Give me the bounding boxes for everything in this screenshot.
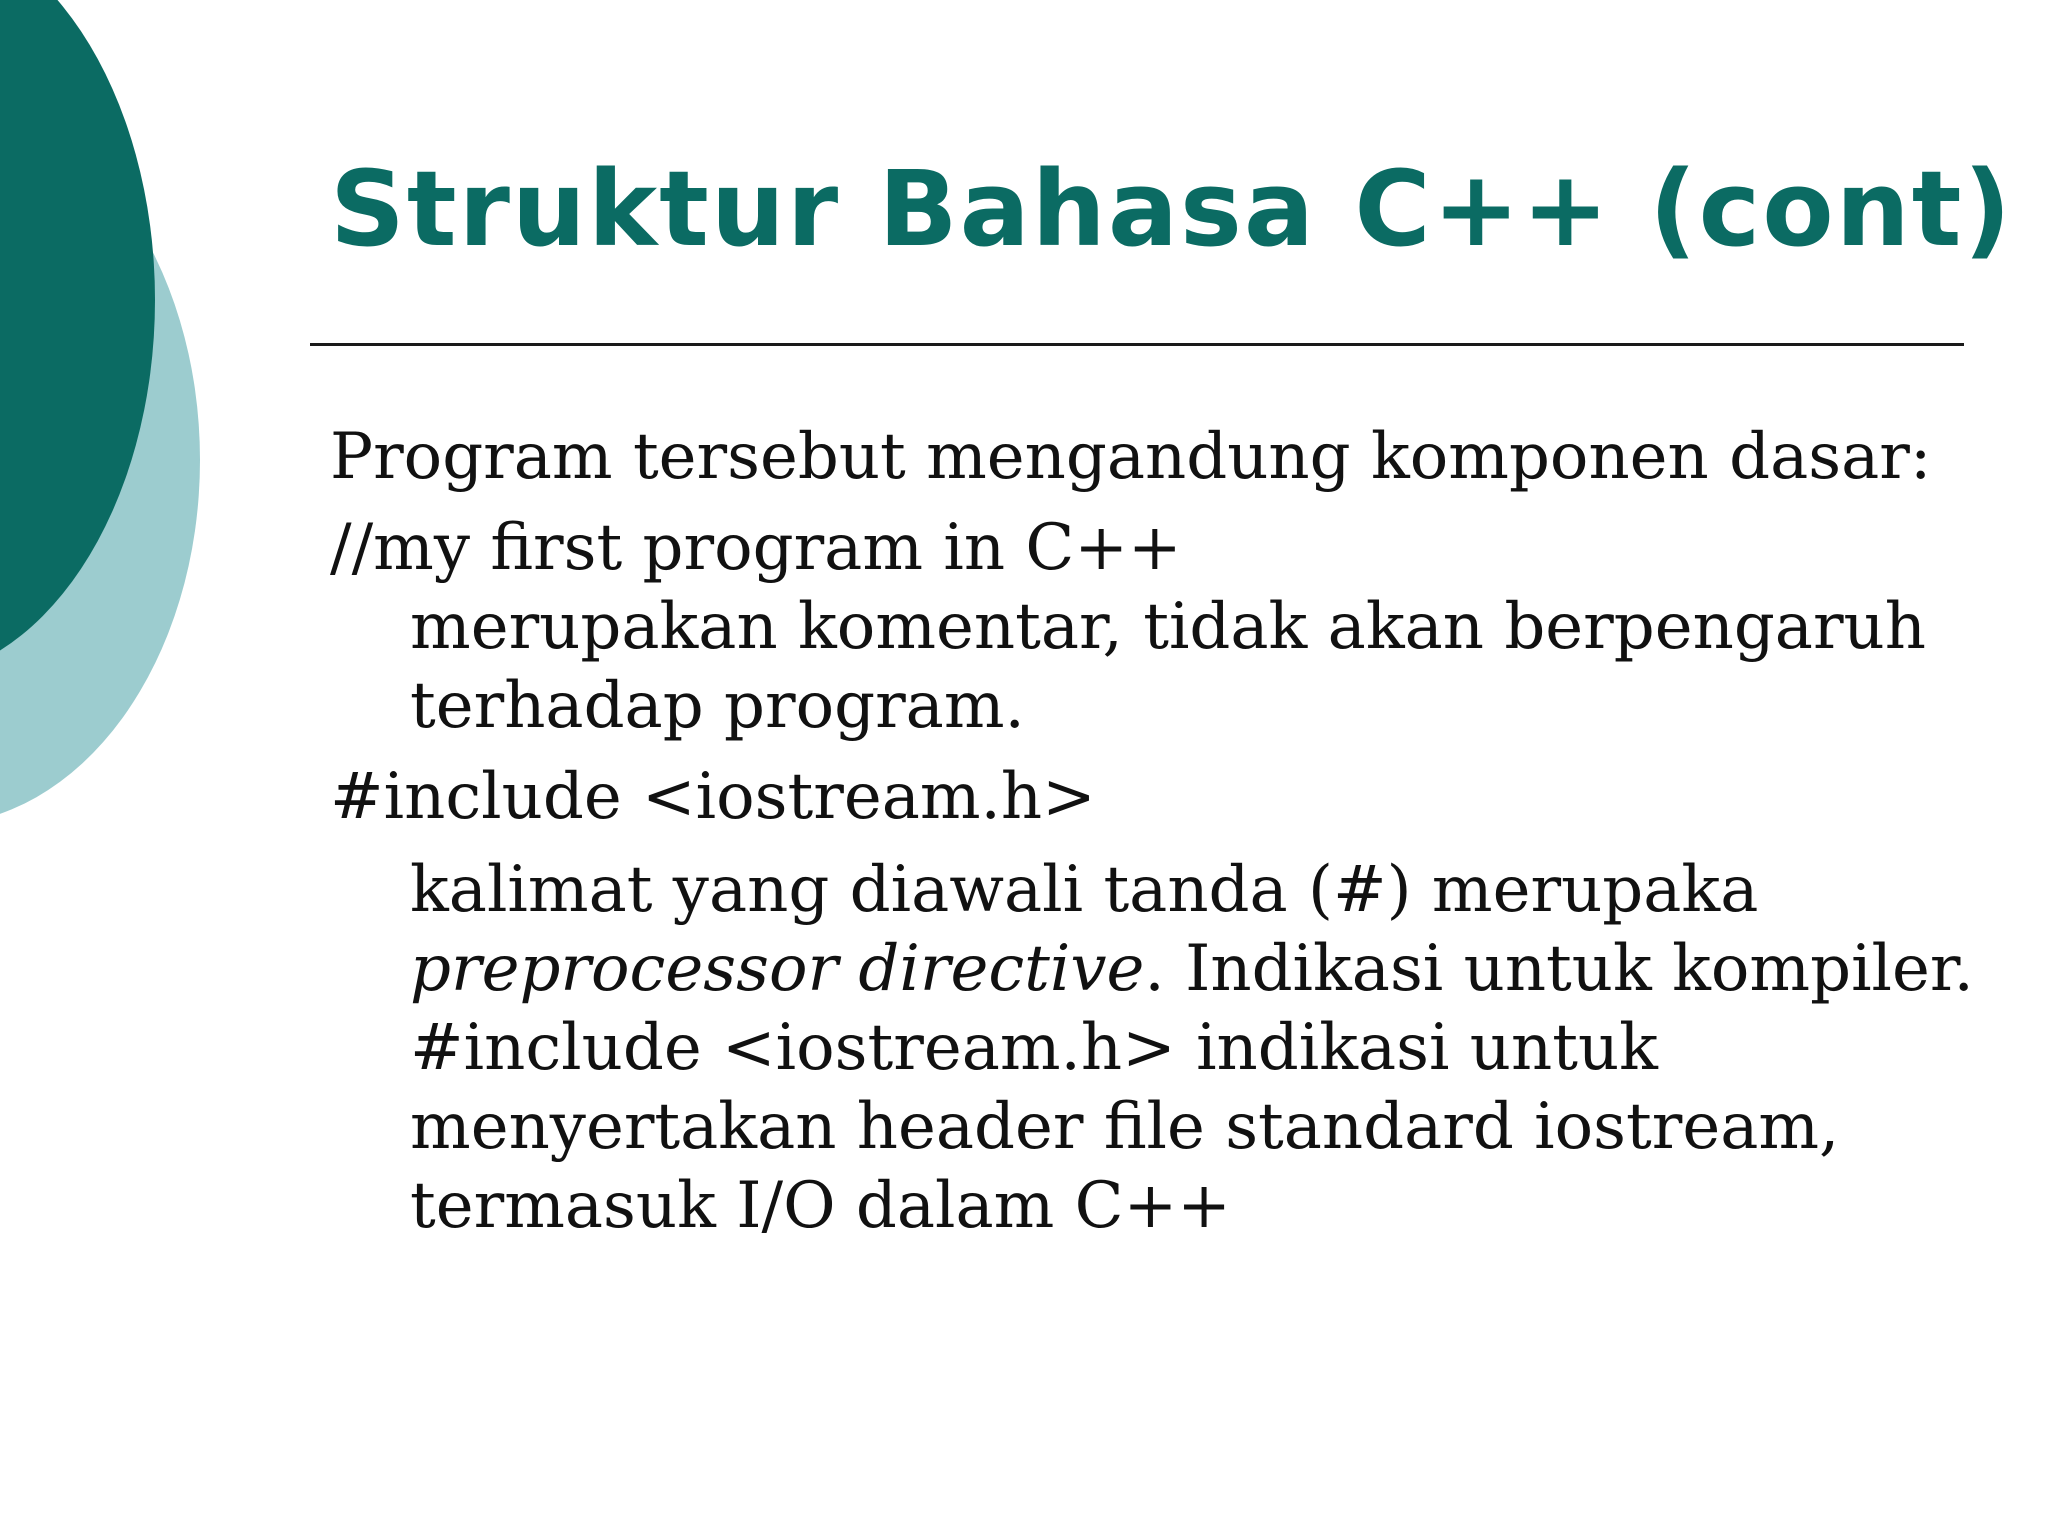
comment-code-line: //my first program in C++ — [330, 511, 1182, 585]
intro-text: Program tersebut mengandung komponen dasar: — [330, 420, 1932, 494]
preprocessor-directive-term: preprocessor directive — [410, 932, 1145, 1006]
slide-body — [330, 418, 1990, 1246]
include-description-line — [330, 930, 1990, 1009]
slide-title: Struktur Bahasa C++ (cont) — [330, 148, 2014, 270]
include-description-line: kalimat yang diawali tanda (#) merupaka — [410, 853, 1759, 927]
title-divider — [310, 343, 1964, 346]
comment-description-line: terhadap program. — [410, 669, 1025, 743]
include-description-fragment: . Indikasi untuk kompiler. — [1144, 932, 1974, 1006]
include-description-line: termasuk I/O dalam C++ — [410, 1169, 1231, 1243]
comment-description-line: merupakan komentar, tidak akan berpengaruh — [410, 590, 1926, 664]
include-description-line: #include <iostream.h> indikasi untuk — [410, 1011, 1658, 1085]
include-code-line: #include <iostream.h> — [330, 760, 1096, 834]
include-description-line: menyertakan header file standard iostream, — [410, 1090, 1840, 1164]
